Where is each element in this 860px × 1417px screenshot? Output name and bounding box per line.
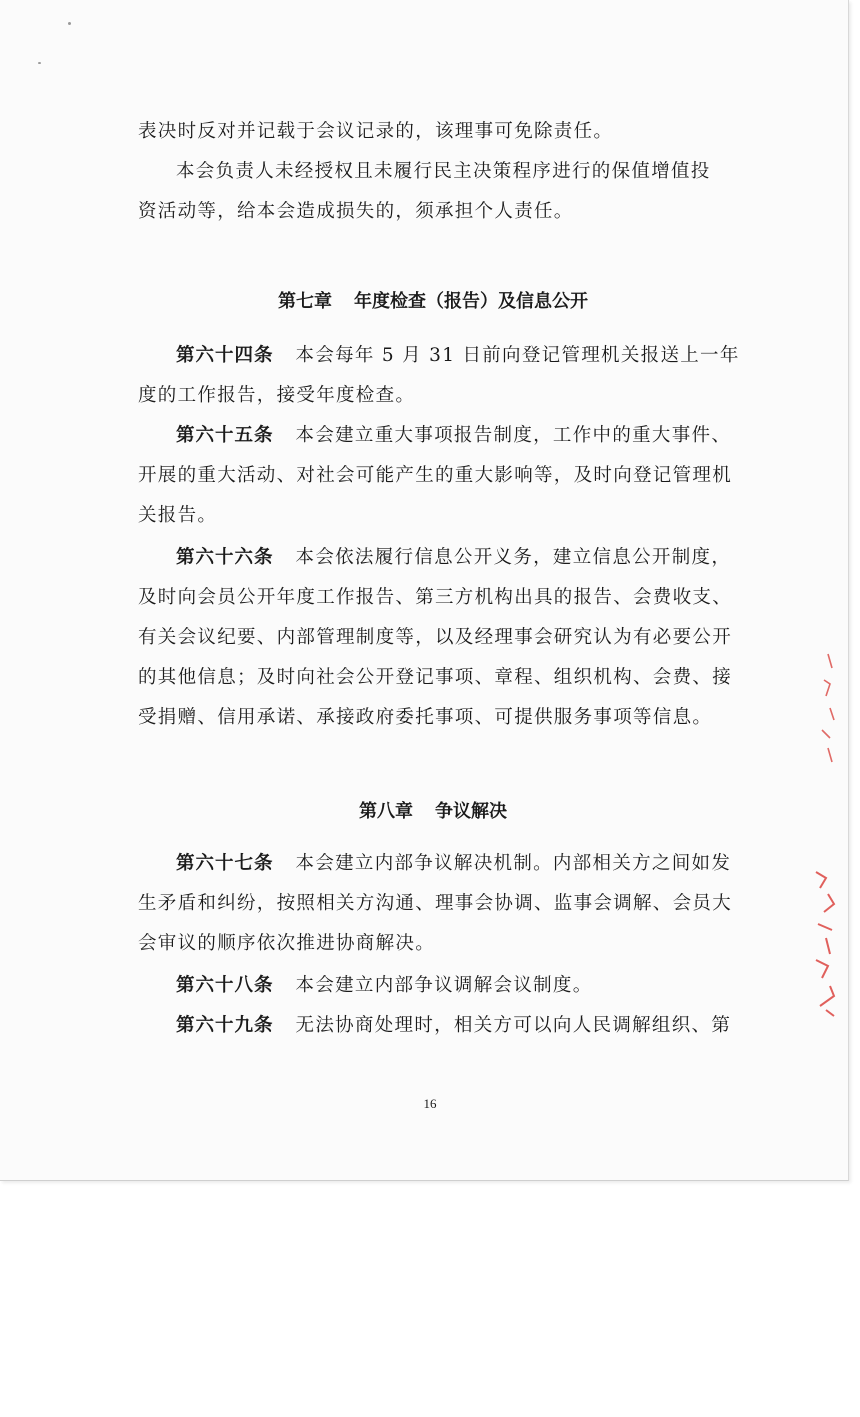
text-line: 会审议的顺序依次推进协商解决。 xyxy=(138,933,436,954)
article-text: 本会依法履行信息公开义务，建立信息公开制度， xyxy=(295,547,732,568)
article-line xyxy=(176,974,728,998)
chapter-number: 第八章 xyxy=(359,801,413,822)
page-number: 16 xyxy=(423,1096,437,1111)
scan-speck xyxy=(68,22,71,25)
scan-speck xyxy=(38,62,41,64)
chapter-title: 年度检查（报告）及信息公开 xyxy=(354,291,588,312)
text-line: 开展的重大活动、对社会可能产生的重大影响等，及时向登记管理机 xyxy=(138,465,733,486)
text-line: 受捐赠、信用承诺、承接政府委托事项、可提供服务事项等信息。 xyxy=(138,707,713,728)
article-text: 本会建立内部争议解决机制。内部相关方之间如发 xyxy=(295,853,732,874)
article-text: 本会建立重大事项报告制度，工作中的重大事件、 xyxy=(295,425,732,446)
text-line: 本会负责人未经授权且未履行民主决策程序进行的保值增值投 xyxy=(176,161,711,182)
text-line: 及时向会员公开年度工作报告、第三方机构出具的报告、会费收支、 xyxy=(138,587,733,608)
article-text: 本会建立内部争议调解会议制度。 xyxy=(295,975,593,996)
article-label: 第六十八条 xyxy=(176,975,274,996)
chapter-heading-8 xyxy=(138,800,728,824)
article-text: 本会每年 5 月 31 日前向登记管理机关报送上一年 xyxy=(295,345,740,366)
article-label: 第六十九条 xyxy=(176,1015,274,1036)
text-line: 关报告。 xyxy=(138,505,218,526)
article-label: 第六十四条 xyxy=(176,345,274,366)
text-line: 有关会议纪要、内部管理制度等，以及经理事会研究认为有必要公开 xyxy=(138,627,733,648)
article-label: 第六十六条 xyxy=(176,547,274,568)
article-line xyxy=(176,344,740,368)
text-line: 表决时反对并记载于会议记录的，该理事可免除责任。 xyxy=(138,121,614,142)
article-line xyxy=(176,424,732,448)
text-line: 的其他信息；及时向社会公开登记事项、章程、组织机构、会费、接 xyxy=(138,667,733,688)
article-text: 无法协商处理时，相关方可以向人民调解组织、第 xyxy=(295,1015,732,1036)
text-line: 资活动等，给本会造成损失的，须承担个人责任。 xyxy=(138,201,574,222)
article-line xyxy=(176,852,732,876)
chapter-number: 第七章 xyxy=(278,291,332,312)
red-seal-edge-upper xyxy=(810,650,836,770)
text-line: 生矛盾和纠纷，按照相关方沟通、理事会协调、监事会调解、会员大 xyxy=(138,893,733,914)
article-label: 第六十七条 xyxy=(176,853,274,874)
article-line xyxy=(176,1014,732,1038)
chapter-title: 争议解决 xyxy=(435,801,507,822)
text-line: 度的工作报告，接受年度检查。 xyxy=(138,385,416,406)
article-label: 第六十五条 xyxy=(176,425,274,446)
chapter-heading-7 xyxy=(138,290,728,314)
article-line xyxy=(176,546,732,570)
red-seal-edge-lower xyxy=(810,868,836,1018)
